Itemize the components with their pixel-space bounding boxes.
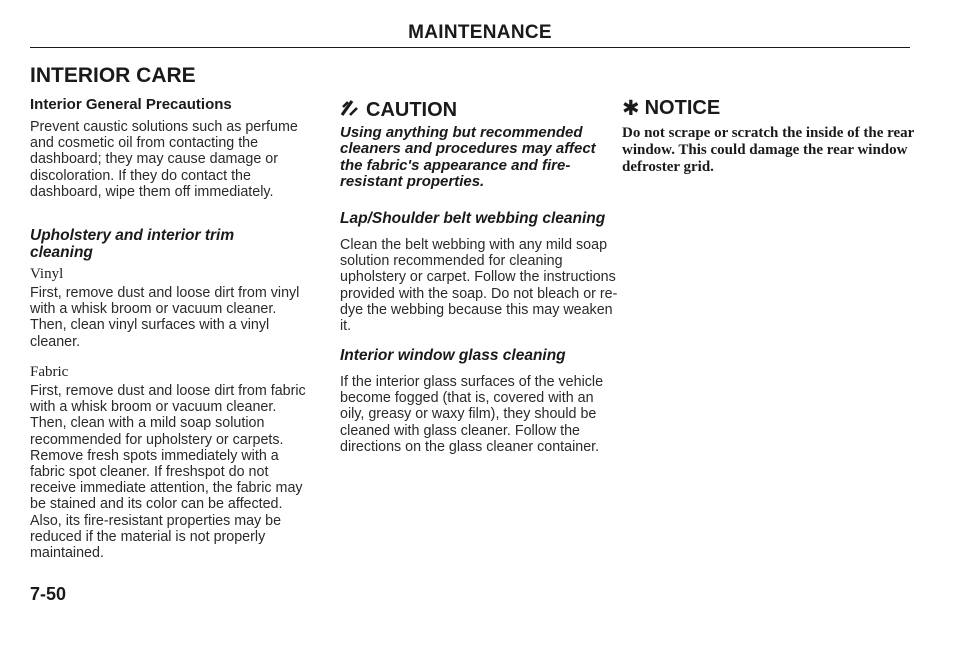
caution-heading [340,97,457,123]
vinyl-label: Vinyl [30,266,64,282]
belt-paragraph: Clean the belt webbing with any mild soap solution recommended for cleaning upholstery or carpet. Follow the instructions provided with the soap. Do not bleach or re-dye the webbing because this may weaken it. [340,237,618,335]
belt-heading: Lap/Shoulder belt webbing cleaning [340,210,606,227]
fabric-paragraph: First, remove dust and loose dirt from fabric with a whisk broom or vacuum cleaner. Then, clean with a mild soap solution recommended for upholstery or carpets. Remove fresh spots immediately with a fabric spot cleaner. If freshspot do not receive immediate attention, the fabric may be stained and its color can be affected. Also, its fire-resistant properties may be reduced if the material is not properly maintained. [30,383,306,562]
notice-title: NOTICE [644,97,721,119]
upholstery-heading: Upholstery and interior trim cleaning [30,227,235,261]
caution-text: Using anything but recommended cleaners and procedures may affect the fabric's appearance and fire-resistant properties. [340,124,596,191]
vinyl-paragraph: First, remove dust and loose dirt from vinyl with a whisk broom or vacuum cleaner. Then, clean vinyl surfaces with a vinyl cleaner. [30,285,300,350]
precautions-paragraph: Prevent caustic solutions such as perfume and cosmetic oil from contacting the dashboard; they may cause damage or discoloration. If they do contact the dashboard, wipe them off immediately. [30,119,298,200]
section-heading: INTERIOR CARE [30,64,196,87]
notice-heading [622,97,720,120]
glass-paragraph: If the interior glass surfaces of the vehicle become fogged (that is, covered with an oily, greasy or waxy film), they should be cleaned with glass cleaner. Follow the directions on the glass cleaner container. [340,374,604,455]
fabric-label: Fabric [30,364,69,380]
glass-heading: Interior window glass cleaning [340,347,566,364]
header-divider [30,47,910,48]
page-number: 7-50 [30,584,67,604]
subsection-heading: Interior General Precautions [30,96,232,113]
page-header-title: MAINTENANCE [408,22,552,43]
notice-text: Do not scrape or scratch the inside of the rear window. This could damage the rear window defroster grid. [622,125,915,176]
notice-icon: ✱ [622,96,640,120]
caution-icon [340,97,366,123]
caution-title: CAUTION [366,98,458,121]
